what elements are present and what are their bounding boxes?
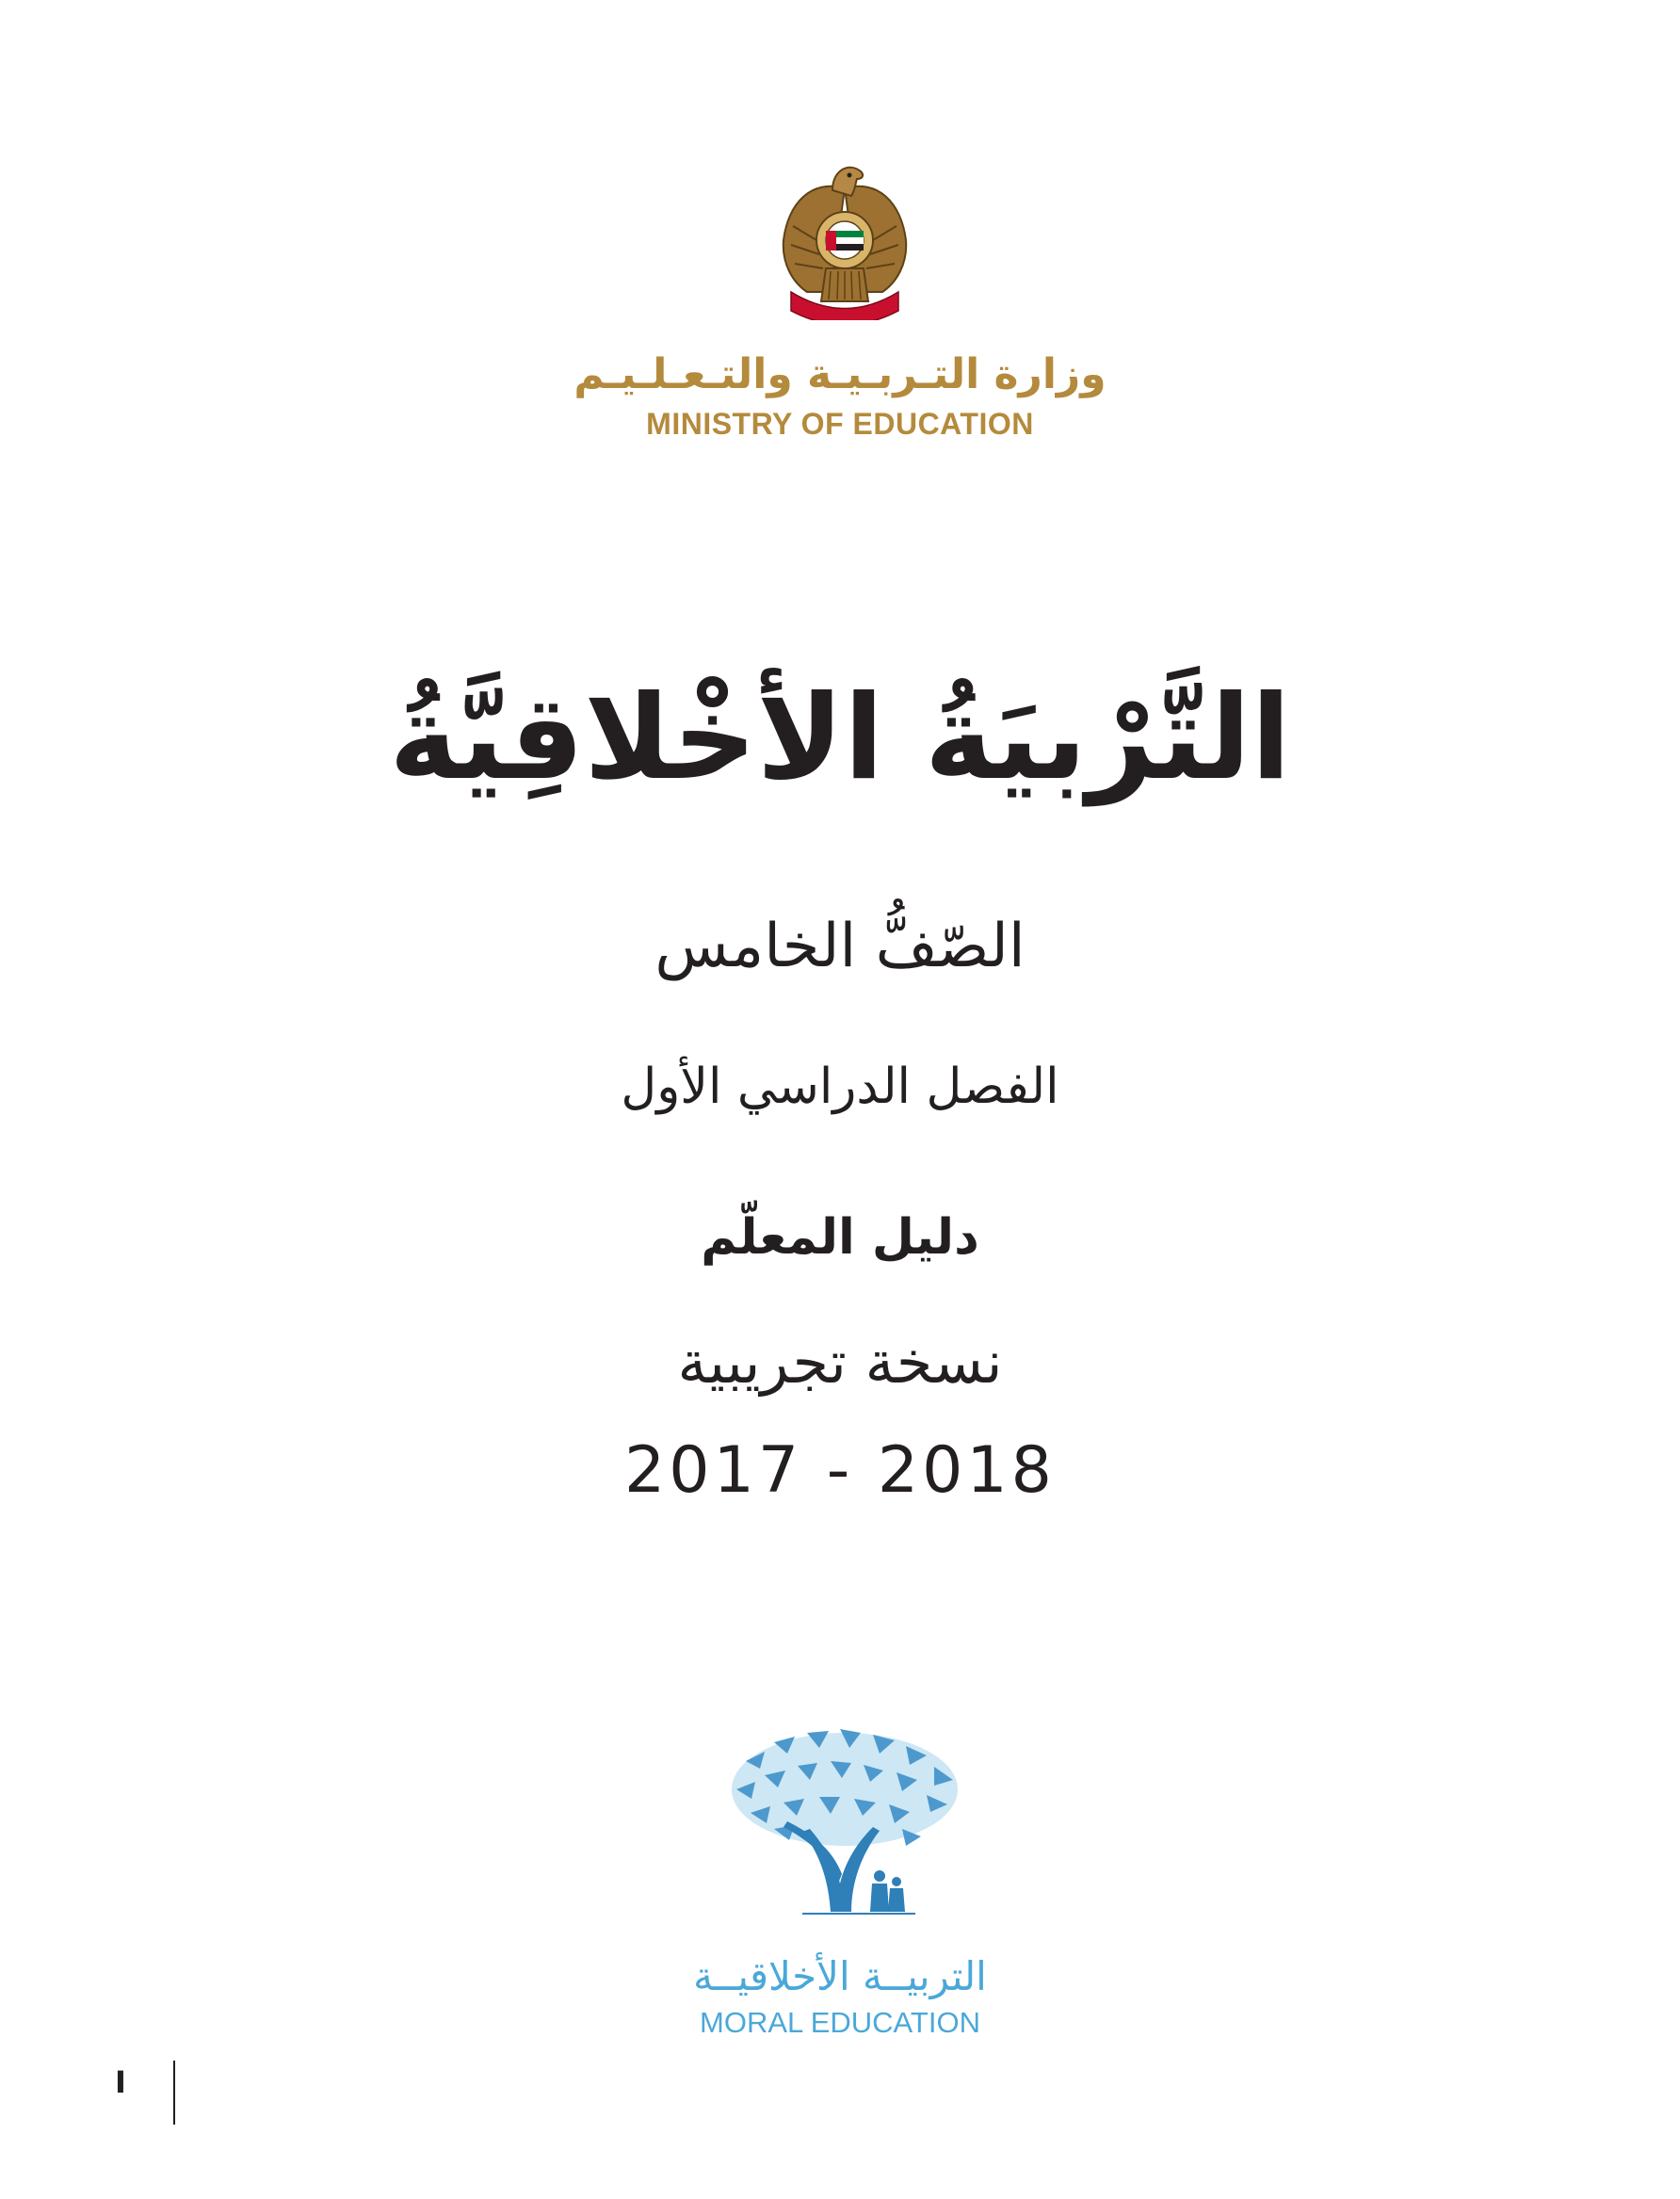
uae-falcon-emblem-icon bbox=[774, 151, 915, 320]
teacher-guide-label: دليل المعلّم bbox=[701, 1209, 979, 1266]
moral-education-english: MORAL EDUCATION bbox=[700, 2006, 980, 2039]
ministry-name-english: MINISTRY OF EDUCATION bbox=[646, 407, 1034, 441]
moral-education-arabic: التربيــة الأخلاقيــة bbox=[693, 1953, 987, 1999]
moral-education-tree-icon bbox=[718, 1723, 972, 1940]
grade-label: الصّفُّ الخامس bbox=[654, 912, 1026, 981]
trial-version-label: نسخة تجريبية bbox=[677, 1328, 1003, 1397]
page-number: I bbox=[115, 2064, 126, 2100]
semester-label: الفصل الدراسي الأول bbox=[621, 1059, 1059, 1115]
book-title: التَّرْبيَةُ الأخْلاقِيَّةُ bbox=[389, 671, 1291, 806]
ministry-name-arabic: وزارة التـربـيـة والتـعـلـيـم bbox=[573, 350, 1107, 398]
academic-years: 2017 - 2018 bbox=[624, 1433, 1056, 1508]
page-number-divider bbox=[173, 2061, 175, 2125]
